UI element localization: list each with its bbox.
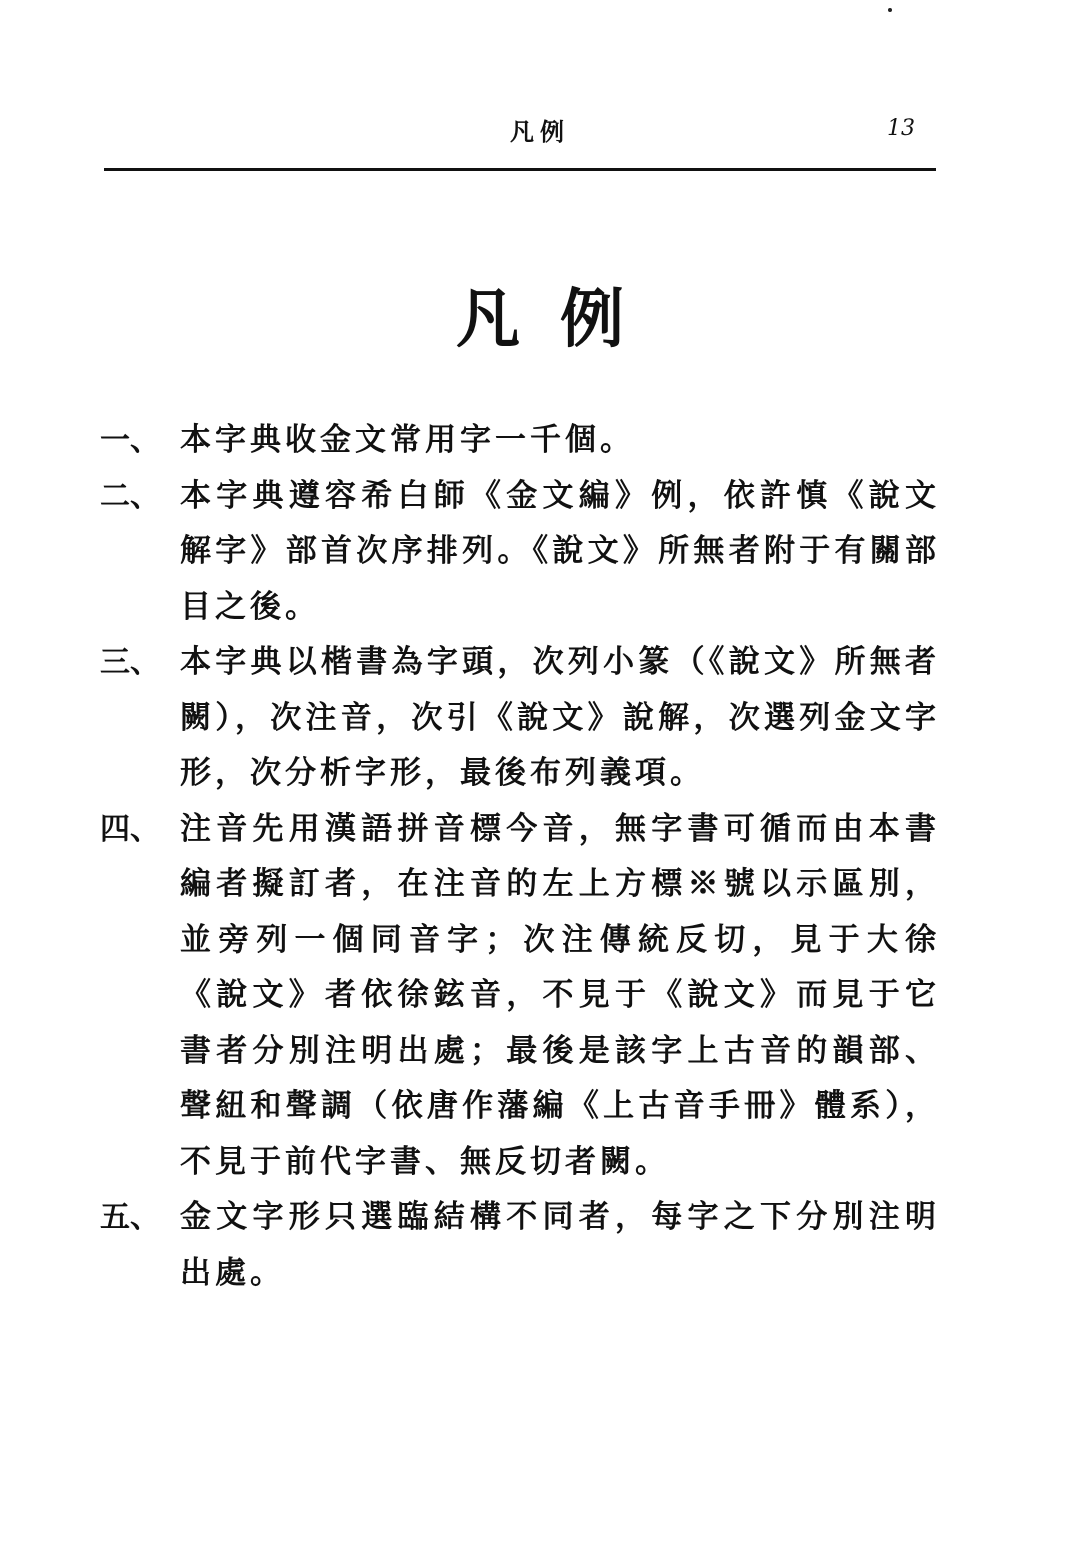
list-item xyxy=(100,413,940,469)
item-number: 五、 xyxy=(100,1200,160,1235)
item-number: 四、 xyxy=(100,811,160,847)
list-item xyxy=(100,635,940,802)
item-text: 注音先用漢語拼音標今音，無字書可循而由本書編者擬訂者，在注音的左上方標※號以示區別，並旁列一個同音字；次注傳統反切，見于大徐《說文》者依徐鉉音，不見于《說文》而見于它書者分別注明出處；最後是該字上古音的韻部、聲紐和聲調（依唐作藩編《上古音手冊》體系），不見于前代字書、無反切者闕。 xyxy=(180,810,940,1180)
list-item xyxy=(100,802,940,1191)
running-head-title: 凡例 xyxy=(510,117,570,146)
item-number: 二、 xyxy=(100,478,160,514)
item-text: 本字典遵容希白師《金文編》例，依許慎《說文解字》部首次序排列。《說文》所無者附于有關部目之後。 xyxy=(180,477,940,625)
item-text: 本字典以楷書為字頭，次列小篆（《說文》所無者闕），次注音，次引《說文》說解，次選列金文字形，次分析字形，最後布列義項。 xyxy=(180,644,940,791)
item-number: 三、 xyxy=(100,645,160,680)
item-text: 金文字形只選臨結構不同者，每字之下分別注明出處。 xyxy=(180,1199,940,1291)
list-item xyxy=(100,1190,940,1301)
scan-speck xyxy=(888,8,892,12)
header-rule xyxy=(104,168,936,171)
item-text: 本字典收金文常用字一千個。 xyxy=(180,422,635,458)
guidelines-list xyxy=(100,413,940,1301)
page-title: 凡例 xyxy=(456,282,664,357)
list-item xyxy=(100,469,940,636)
page-number: 13 xyxy=(887,116,915,141)
item-number: 一、 xyxy=(100,423,160,458)
